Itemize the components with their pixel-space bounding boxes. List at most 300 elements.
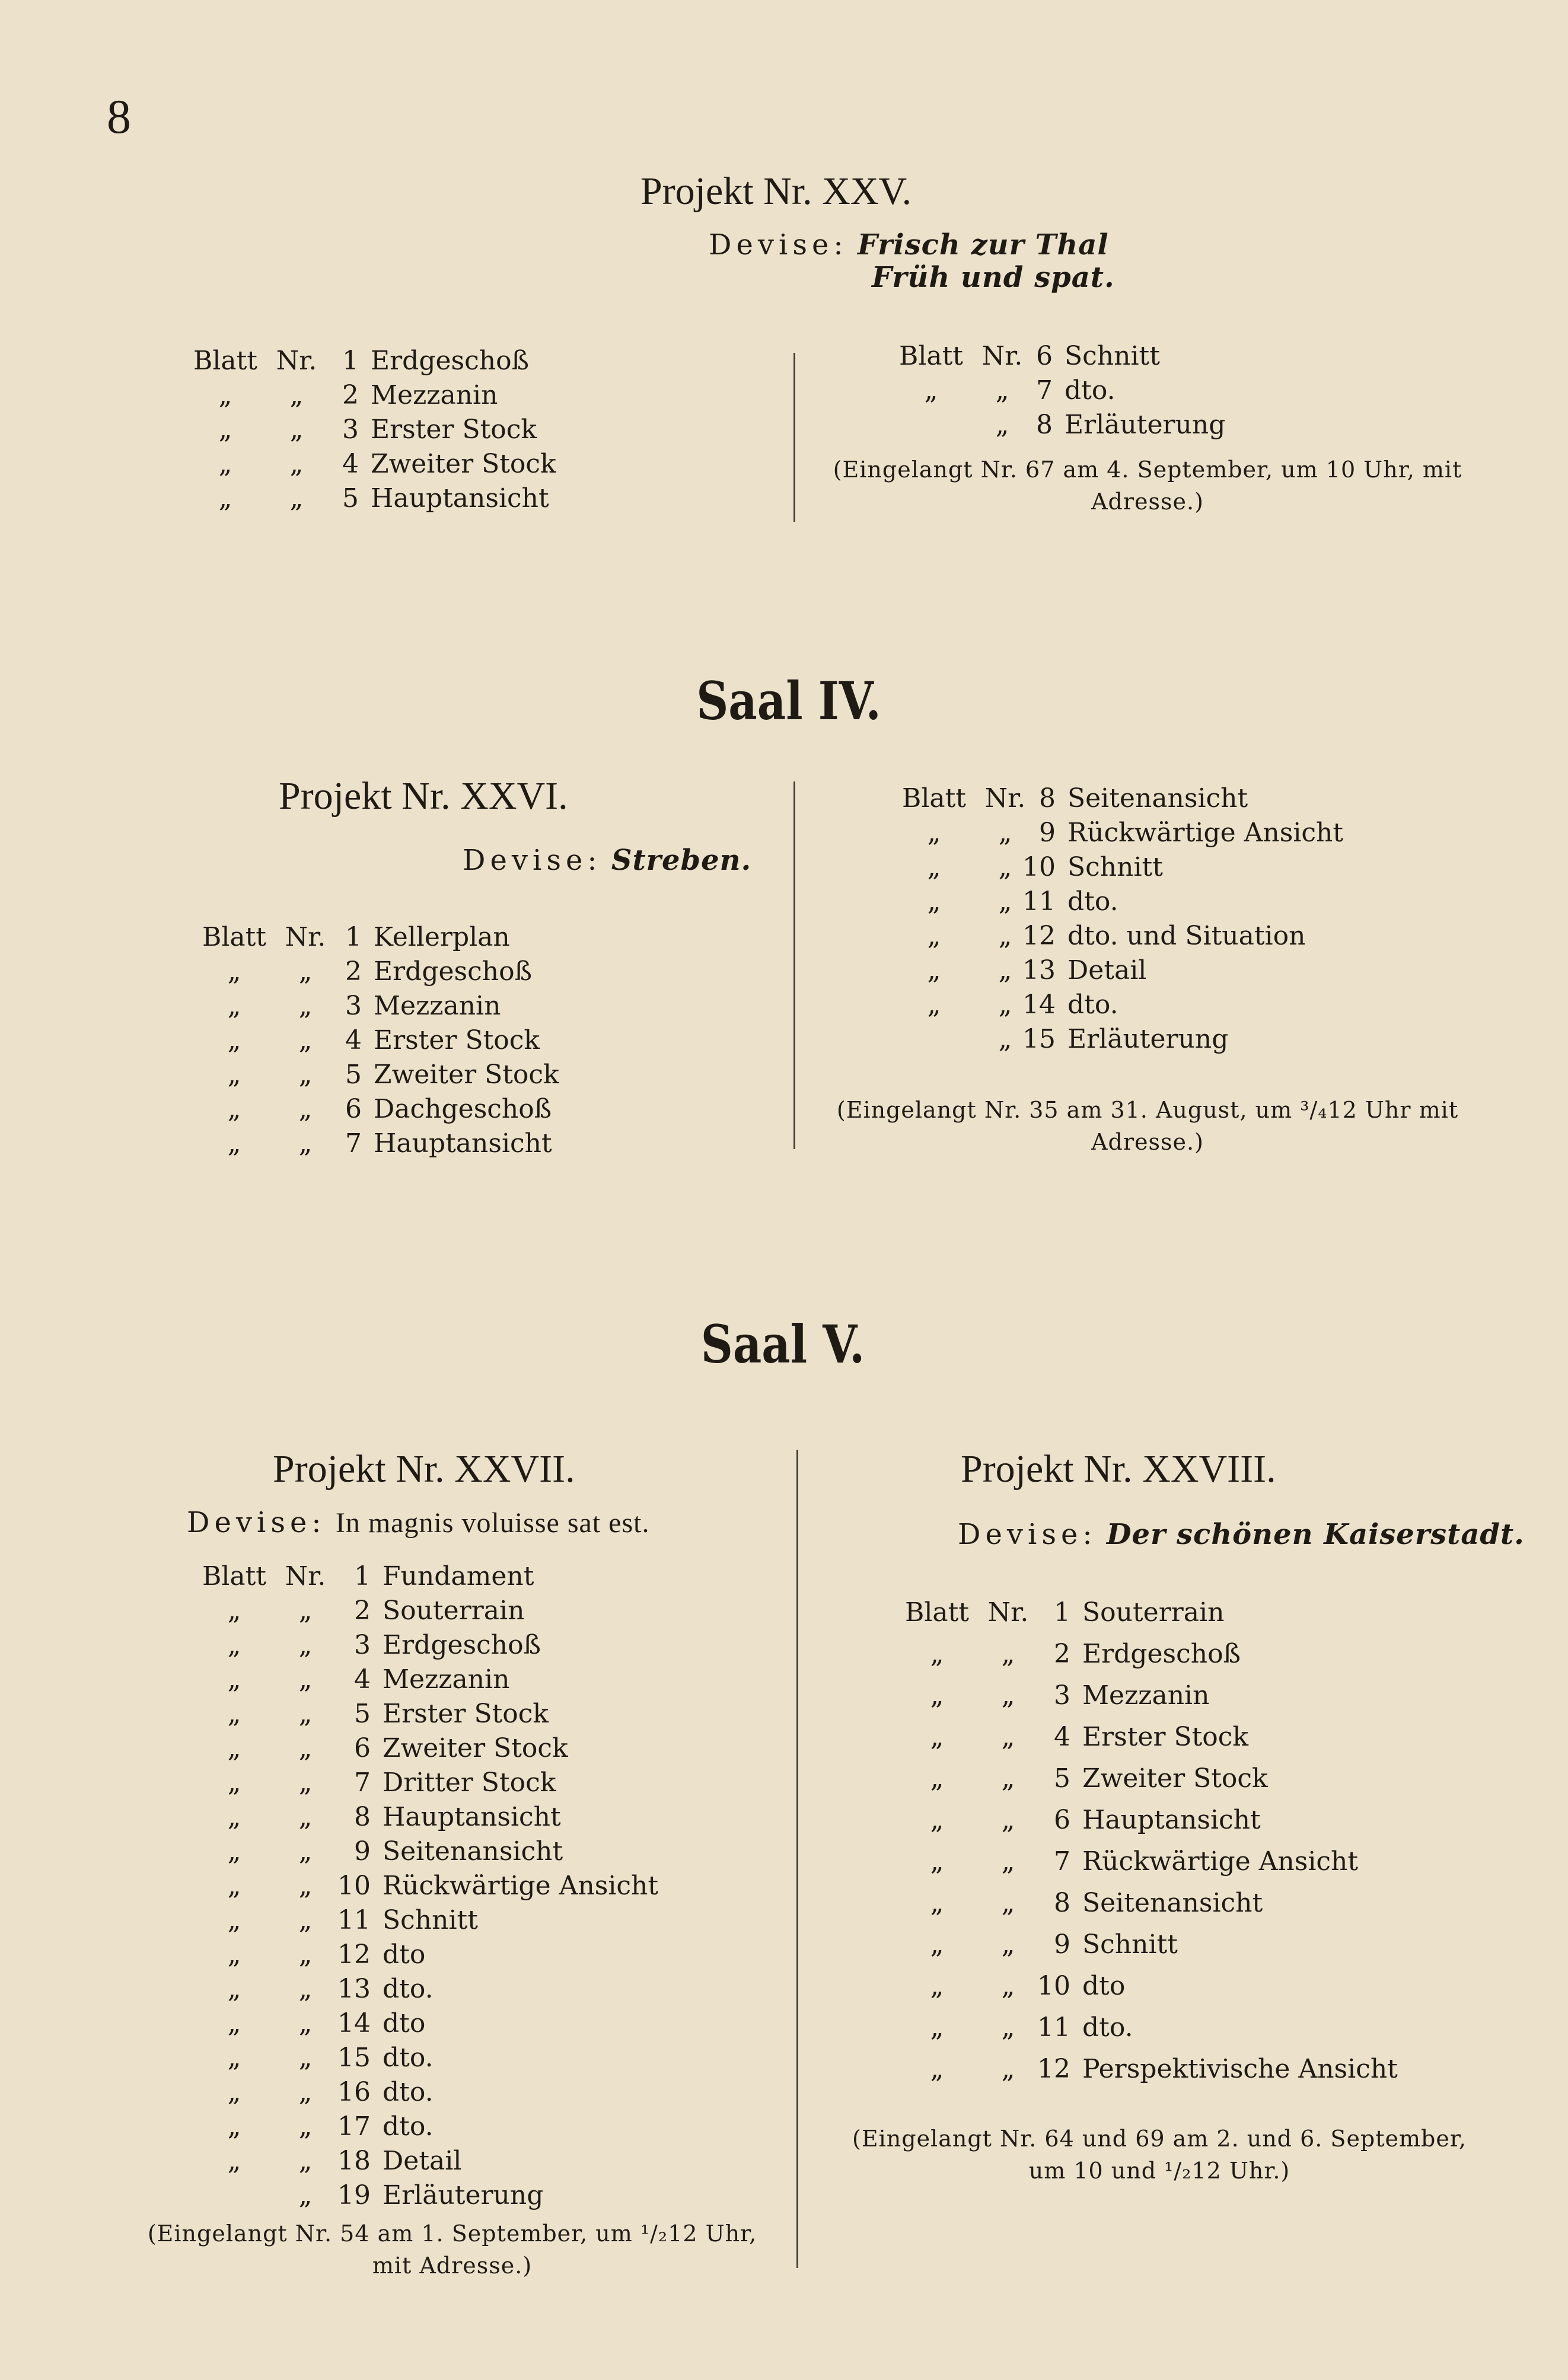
sheet-row bbox=[901, 1675, 1435, 1717]
note-line-2: mit Adresse.) bbox=[372, 2253, 533, 2279]
sheet-row bbox=[190, 413, 617, 447]
project-25-note bbox=[810, 454, 1486, 518]
sheet-row bbox=[190, 344, 617, 378]
sheet-title: Mezzanin bbox=[1082, 1680, 1210, 1711]
sheet-nr-label: Nr. bbox=[987, 1597, 1029, 1628]
sheet-number: 10 bbox=[337, 1871, 371, 1901]
sheet-title: Rückwärtige Ansicht bbox=[383, 1871, 659, 1901]
sheet-word: „ bbox=[218, 449, 232, 479]
sheet-row bbox=[901, 1800, 1435, 1841]
sheet-word: „ bbox=[927, 852, 941, 882]
project-25-title: Projekt Nr. XXV. bbox=[640, 170, 912, 213]
devise-label: Devise: bbox=[463, 844, 602, 877]
sheet-number: 4 bbox=[345, 1025, 362, 1055]
sheet-row bbox=[199, 2178, 703, 2213]
sheet-word: „ bbox=[227, 1836, 241, 1867]
sheet-title: Schnitt bbox=[1082, 1929, 1178, 1960]
sheet-number: 2 bbox=[345, 956, 362, 987]
sheet-nr-label: „ bbox=[998, 1024, 1012, 1054]
sheet-number: 2 bbox=[354, 1596, 371, 1626]
sheet-title: Rückwärtige Ansicht bbox=[1067, 818, 1344, 848]
sheet-word: „ bbox=[930, 1680, 944, 1711]
sheet-number: 15 bbox=[337, 2043, 371, 2073]
sheet-nr-label: „ bbox=[998, 886, 1012, 917]
note-line-2: Adresse.) bbox=[1091, 1129, 1204, 1155]
sheet-number: 11 bbox=[1037, 2012, 1070, 2043]
sheet-row bbox=[199, 1127, 626, 1161]
sheet-title: Erläuterung bbox=[1065, 410, 1226, 440]
note-line-2: um 10 und ¹/₂12 Uhr.) bbox=[1028, 2158, 1290, 2184]
sheet-number: 12 bbox=[1022, 921, 1056, 951]
sheet-nr-label: „ bbox=[1001, 2054, 1015, 2084]
sheet-number: 6 bbox=[345, 1094, 362, 1124]
project-26-sheets-left bbox=[199, 920, 626, 1161]
sheet-nr-label: „ bbox=[1001, 1722, 1015, 1752]
sheet-nr-label: „ bbox=[289, 483, 304, 513]
sheet-number: 9 bbox=[1039, 818, 1056, 848]
sheet-row bbox=[901, 1634, 1435, 1675]
sheet-number: 3 bbox=[354, 1630, 371, 1660]
sheet-row bbox=[199, 1663, 703, 1697]
sheet-title: dto. bbox=[383, 2111, 434, 2142]
sheet-nr-label: „ bbox=[298, 1699, 313, 1729]
sheet-number: 6 bbox=[354, 1733, 371, 1763]
project-26-note bbox=[810, 1094, 1486, 1158]
sheet-word: „ bbox=[227, 1025, 241, 1055]
sheet-word: „ bbox=[227, 2146, 241, 2176]
devise-value: In magnis voluisse sat est. bbox=[335, 1507, 650, 1539]
sheet-nr-label: „ bbox=[298, 1664, 313, 1695]
sheet-row bbox=[898, 781, 1432, 816]
sheet-number: 1 bbox=[1054, 1597, 1070, 1628]
sheet-number: 7 bbox=[1054, 1846, 1070, 1877]
sheet-nr-label: „ bbox=[298, 1939, 313, 1970]
devise-value-line1: Frisch zur Thal bbox=[857, 228, 1109, 261]
sheet-row bbox=[898, 885, 1432, 919]
sheet-nr-label: „ bbox=[995, 375, 1009, 406]
sheet-word: „ bbox=[218, 483, 232, 513]
sheet-word: Blatt bbox=[202, 1561, 266, 1591]
sheet-number: 15 bbox=[1022, 1024, 1056, 1054]
sheet-word: „ bbox=[927, 886, 941, 917]
sheet-nr-label: „ bbox=[298, 1768, 313, 1798]
page-number: 8 bbox=[107, 90, 131, 143]
sheet-nr-label: „ bbox=[298, 1596, 313, 1626]
sheet-title: Dritter Stock bbox=[383, 1768, 556, 1798]
sheet-word: Blatt bbox=[202, 922, 266, 952]
project-28-title: Projekt Nr. XXVIII. bbox=[961, 1447, 1276, 1491]
sheet-title: dto bbox=[383, 1939, 426, 1970]
project-28-note bbox=[821, 2123, 1497, 2187]
sheet-row bbox=[901, 2049, 1435, 2090]
sheet-number: 4 bbox=[354, 1664, 371, 1695]
sheet-number: 6 bbox=[1054, 1805, 1070, 1835]
devise-value: Der schönen Kaiserstadt. bbox=[1106, 1518, 1525, 1551]
project-28-devise bbox=[958, 1518, 1525, 1551]
sheet-title: Kellerplan bbox=[374, 922, 510, 952]
sheet-number: 2 bbox=[342, 380, 359, 410]
project-28-sheets bbox=[901, 1592, 1435, 2090]
sheet-word: „ bbox=[227, 1905, 241, 1935]
sheet-row bbox=[901, 1758, 1435, 1800]
sheet-number: 8 bbox=[1039, 783, 1056, 813]
sheet-word: „ bbox=[227, 1094, 241, 1124]
sheet-nr-label: Nr. bbox=[285, 922, 326, 952]
sheet-number: 3 bbox=[342, 414, 359, 445]
sheet-number: 1 bbox=[345, 922, 362, 952]
sheet-title: Schnitt bbox=[1065, 341, 1160, 371]
sheet-title: Souterrain bbox=[383, 1596, 525, 1626]
sheet-row bbox=[901, 1717, 1435, 1758]
sheet-nr-label: „ bbox=[298, 1025, 313, 1055]
sheet-word: „ bbox=[930, 1722, 944, 1752]
project-27-note bbox=[122, 2218, 783, 2282]
devise-label: Devise: bbox=[709, 228, 848, 261]
sheet-row bbox=[199, 1058, 626, 1092]
project-25-sheets-right bbox=[895, 339, 1311, 442]
note-line-1: (Eingelangt Nr. 54 am 1. September, um ¹/₂12 Uhr, bbox=[147, 2221, 757, 2247]
sheet-word: „ bbox=[218, 380, 232, 410]
sheet-nr-label: „ bbox=[298, 1871, 313, 1901]
sheet-nr-label: „ bbox=[1001, 1929, 1015, 1960]
sheet-title: Erster Stock bbox=[383, 1699, 549, 1729]
sheet-row bbox=[199, 1972, 703, 2006]
sheet-row bbox=[199, 1869, 703, 1903]
sheet-row bbox=[199, 2110, 703, 2144]
sheet-row bbox=[898, 850, 1432, 885]
sheet-number: 19 bbox=[337, 2180, 371, 2210]
sheet-number: 12 bbox=[1037, 2054, 1070, 2084]
sheet-word: „ bbox=[227, 1939, 241, 1970]
sheet-word: „ bbox=[227, 1630, 241, 1660]
sheet-word: „ bbox=[227, 1596, 241, 1626]
sheet-title: dto. bbox=[383, 2077, 434, 2107]
sheet-nr-label: „ bbox=[998, 818, 1012, 848]
sheet-word: Blatt bbox=[901, 783, 966, 813]
sheet-title: dto bbox=[1082, 1971, 1126, 2001]
sheet-row bbox=[898, 816, 1432, 850]
sheet-title: dto. bbox=[1067, 886, 1118, 917]
sheet-nr-label: „ bbox=[298, 1128, 313, 1159]
sheet-word: „ bbox=[930, 1846, 944, 1877]
sheet-title: dto. bbox=[383, 1974, 434, 2004]
sheet-title: Rückwärtige Ansicht bbox=[1082, 1846, 1359, 1877]
sheet-word: „ bbox=[927, 818, 941, 848]
sheet-title: Erster Stock bbox=[371, 414, 537, 445]
sheet-number: 5 bbox=[354, 1699, 371, 1729]
note-line-1: (Eingelangt Nr. 35 am 31. August, um ³/₄12 Uhr mit bbox=[836, 1097, 1459, 1123]
sheet-number: 6 bbox=[1036, 341, 1053, 371]
project-27-sheets bbox=[199, 1559, 703, 2213]
sheet-number: 4 bbox=[1054, 1722, 1070, 1752]
column-divider bbox=[796, 1450, 798, 2268]
sheet-row bbox=[190, 481, 617, 516]
project-26-devise bbox=[463, 844, 751, 877]
sheet-number: 1 bbox=[342, 346, 359, 376]
sheet-word: Blatt bbox=[193, 346, 257, 376]
sheet-number: 13 bbox=[337, 1974, 371, 2004]
sheet-nr-label: „ bbox=[298, 2180, 313, 2210]
sheet-row bbox=[190, 447, 617, 481]
sheet-nr-label: „ bbox=[298, 991, 313, 1021]
sheet-nr-label: „ bbox=[298, 1802, 313, 1832]
sheet-nr-label: „ bbox=[998, 955, 1012, 985]
sheet-row bbox=[901, 1966, 1435, 2007]
saal-5-heading: Saal V. bbox=[700, 1313, 865, 1375]
sheet-row bbox=[199, 1092, 626, 1127]
sheet-title: Mezzanin bbox=[371, 380, 498, 410]
sheet-nr-label: „ bbox=[998, 852, 1012, 882]
sheet-number: 10 bbox=[1037, 1971, 1070, 2001]
sheet-row bbox=[199, 1800, 703, 1835]
sheet-title: dto. bbox=[1065, 375, 1116, 406]
sheet-row bbox=[199, 1594, 703, 1628]
sheet-title: Erläuterung bbox=[383, 2180, 544, 2210]
sheet-row bbox=[895, 374, 1311, 408]
sheet-nr-label: „ bbox=[298, 1094, 313, 1124]
sheet-nr-label: „ bbox=[1001, 1639, 1015, 1669]
sheet-word: „ bbox=[930, 1805, 944, 1835]
sheet-row bbox=[901, 1841, 1435, 1883]
sheet-nr-label: „ bbox=[1001, 1805, 1015, 1835]
devise-value-line2: Früh und spat. bbox=[872, 261, 1115, 294]
sheet-row bbox=[199, 1903, 703, 1938]
sheet-word: „ bbox=[930, 2012, 944, 2043]
sheet-word: „ bbox=[930, 1763, 944, 1794]
project-25-devise-line2 bbox=[872, 261, 1115, 294]
sheet-nr-label: „ bbox=[298, 2008, 313, 2038]
sheet-word: „ bbox=[930, 2054, 944, 2084]
sheet-number: 16 bbox=[337, 2077, 371, 2107]
sheet-title: Erdgeschoß bbox=[374, 956, 532, 987]
sheet-title: Schnitt bbox=[1067, 852, 1163, 882]
sheet-word: „ bbox=[227, 1699, 241, 1729]
devise-label: Devise: bbox=[958, 1518, 1097, 1551]
sheet-row bbox=[199, 1731, 703, 1766]
sheet-row bbox=[901, 1883, 1435, 1924]
sheet-title: Seitenansicht bbox=[1067, 783, 1248, 813]
sheet-number: 12 bbox=[337, 1939, 371, 1970]
sheet-row bbox=[199, 2041, 703, 2075]
sheet-title: Detail bbox=[1067, 955, 1147, 985]
sheet-nr-label: „ bbox=[298, 2043, 313, 2073]
sheet-title: Hauptansicht bbox=[383, 1802, 561, 1832]
sheet-number: 3 bbox=[345, 991, 362, 1021]
sheet-title: Hauptansicht bbox=[374, 1128, 552, 1159]
sheet-number: 11 bbox=[337, 1905, 371, 1935]
project-25-sheets-left bbox=[190, 344, 617, 516]
sheet-row bbox=[199, 1835, 703, 1869]
sheet-word: „ bbox=[227, 2008, 241, 2038]
sheet-nr-label: „ bbox=[1001, 1680, 1015, 1711]
sheet-word: „ bbox=[227, 991, 241, 1021]
sheet-row bbox=[199, 2144, 703, 2178]
sheet-nr-label: „ bbox=[289, 414, 304, 445]
sheet-nr-label: Nr. bbox=[285, 1561, 326, 1591]
project-27-title: Projekt Nr. XXVII. bbox=[273, 1447, 575, 1491]
saal-4-heading: Saal IV. bbox=[696, 670, 881, 732]
sheet-number: 8 bbox=[1054, 1888, 1070, 1918]
sheet-number: 9 bbox=[1054, 1929, 1070, 1960]
sheet-nr-label: „ bbox=[1001, 2012, 1015, 2043]
sheet-word: „ bbox=[227, 1733, 241, 1763]
sheet-number: 8 bbox=[354, 1802, 371, 1832]
sheet-word: „ bbox=[227, 1128, 241, 1159]
devise-value: Streben. bbox=[611, 844, 752, 877]
sheet-number: 14 bbox=[1022, 990, 1056, 1020]
sheet-title: Hauptansicht bbox=[1082, 1805, 1261, 1835]
sheet-number: 2 bbox=[1054, 1639, 1070, 1669]
sheet-title: Schnitt bbox=[383, 1905, 478, 1935]
sheet-row bbox=[199, 989, 626, 1023]
sheet-title: dto bbox=[383, 2008, 426, 2038]
sheet-title: Detail bbox=[383, 2146, 462, 2176]
sheet-nr-label: „ bbox=[1001, 1763, 1015, 1794]
sheet-title: Seitenansicht bbox=[383, 1836, 563, 1867]
sheet-row bbox=[199, 1697, 703, 1731]
sheet-nr-label: „ bbox=[298, 1905, 313, 1935]
sheet-number: 13 bbox=[1022, 955, 1056, 985]
sheet-title: dto. bbox=[1067, 990, 1118, 1020]
sheet-title: Zweiter Stock bbox=[1082, 1763, 1268, 1794]
sheet-word: „ bbox=[930, 1929, 944, 1960]
sheet-title: Hauptansicht bbox=[371, 483, 549, 513]
sheet-word: „ bbox=[227, 2043, 241, 2073]
column-divider bbox=[793, 353, 795, 522]
note-line-2: Adresse.) bbox=[1091, 489, 1204, 515]
sheet-nr-label: Nr. bbox=[276, 346, 317, 376]
sheet-row bbox=[895, 339, 1311, 374]
sheet-title: Erster Stock bbox=[374, 1025, 540, 1055]
sheet-row bbox=[898, 953, 1432, 988]
sheet-nr-label: „ bbox=[998, 990, 1012, 1020]
sheet-word: „ bbox=[227, 1664, 241, 1695]
sheet-nr-label: „ bbox=[298, 2077, 313, 2107]
sheet-number: 4 bbox=[342, 449, 359, 479]
project-26-sheets-right bbox=[898, 781, 1432, 1057]
sheet-title: Erdgeschoß bbox=[383, 1630, 541, 1660]
sheet-row bbox=[898, 1022, 1432, 1057]
sheet-nr-label: „ bbox=[1001, 1888, 1015, 1918]
sheet-nr-label: „ bbox=[298, 2146, 313, 2176]
sheet-word: „ bbox=[927, 955, 941, 985]
sheet-number: 7 bbox=[345, 1128, 362, 1159]
sheet-nr-label: „ bbox=[1001, 1846, 1015, 1877]
devise-label: Devise: bbox=[187, 1506, 326, 1539]
sheet-title: dto. bbox=[383, 2043, 434, 2073]
sheet-word: „ bbox=[227, 1060, 241, 1090]
sheet-title: Erster Stock bbox=[1082, 1722, 1249, 1752]
sheet-row bbox=[190, 378, 617, 413]
sheet-number: 7 bbox=[354, 1768, 371, 1798]
sheet-number: 9 bbox=[354, 1836, 371, 1867]
sheet-number: 11 bbox=[1022, 886, 1056, 917]
sheet-number: 10 bbox=[1022, 852, 1056, 882]
sheet-word: „ bbox=[927, 921, 941, 951]
sheet-title: Zweiter Stock bbox=[374, 1060, 559, 1090]
sheet-word: „ bbox=[227, 1974, 241, 2004]
sheet-nr-label: „ bbox=[1001, 1971, 1015, 2001]
sheet-title: Fundament bbox=[383, 1561, 534, 1591]
sheet-number: 5 bbox=[1054, 1763, 1070, 1794]
sheet-row bbox=[898, 919, 1432, 953]
sheet-title: Dachgeschoß bbox=[374, 1094, 552, 1124]
sheet-word: „ bbox=[927, 990, 941, 1020]
sheet-nr-label: „ bbox=[298, 1836, 313, 1867]
sheet-number: 7 bbox=[1036, 375, 1053, 406]
sheet-row bbox=[199, 1559, 703, 1594]
column-divider bbox=[793, 781, 795, 1149]
sheet-row bbox=[199, 2006, 703, 2041]
sheet-title: Erdgeschoß bbox=[371, 346, 529, 376]
sheet-row bbox=[901, 2007, 1435, 2049]
sheet-nr-label: „ bbox=[995, 410, 1009, 440]
sheet-nr-label: Nr. bbox=[984, 783, 1026, 813]
sheet-row bbox=[901, 1924, 1435, 1966]
project-27-devise bbox=[187, 1506, 649, 1539]
sheet-nr-label: „ bbox=[298, 1974, 313, 2004]
sheet-nr-label: „ bbox=[998, 921, 1012, 951]
sheet-title: dto. und Situation bbox=[1067, 921, 1306, 951]
sheet-nr-label: „ bbox=[298, 956, 313, 987]
note-line-1: (Eingelangt Nr. 64 und 69 am 2. und 6. September, bbox=[852, 2126, 1467, 2152]
sheet-number: 18 bbox=[337, 2146, 371, 2176]
sheet-nr-label: „ bbox=[298, 1060, 313, 1090]
project-26-title: Projekt Nr. XXVI. bbox=[279, 774, 568, 818]
sheet-number: 3 bbox=[1054, 1680, 1070, 1711]
sheet-word: „ bbox=[218, 414, 232, 445]
sheet-word: „ bbox=[227, 1871, 241, 1901]
sheet-word: Blatt bbox=[898, 341, 963, 371]
sheet-word: „ bbox=[227, 956, 241, 987]
sheet-title: Erläuterung bbox=[1067, 1024, 1229, 1054]
sheet-title: Zweiter Stock bbox=[371, 449, 556, 479]
sheet-row bbox=[199, 1766, 703, 1800]
sheet-row bbox=[199, 1938, 703, 1972]
sheet-number: 17 bbox=[337, 2111, 371, 2142]
sheet-title: Erdgeschoß bbox=[1082, 1639, 1241, 1669]
sheet-row bbox=[895, 408, 1311, 442]
sheet-title: Mezzanin bbox=[383, 1664, 510, 1695]
sheet-number: 5 bbox=[342, 483, 359, 513]
sheet-word: Blatt bbox=[904, 1597, 969, 1628]
sheet-word: „ bbox=[227, 2077, 241, 2107]
sheet-word: „ bbox=[227, 2111, 241, 2142]
sheet-row bbox=[199, 1023, 626, 1058]
sheet-row bbox=[199, 955, 626, 989]
sheet-word: „ bbox=[924, 375, 938, 406]
sheet-row bbox=[199, 920, 626, 955]
sheet-row bbox=[901, 1592, 1435, 1634]
note-line-1: (Eingelangt Nr. 67 am 4. September, um 10 Uhr, mit bbox=[833, 457, 1462, 483]
sheet-word: „ bbox=[227, 1802, 241, 1832]
sheet-title: Souterrain bbox=[1082, 1597, 1225, 1628]
sheet-number: 5 bbox=[345, 1060, 362, 1090]
sheet-row bbox=[199, 2075, 703, 2110]
sheet-word: „ bbox=[930, 1639, 944, 1669]
sheet-title: Zweiter Stock bbox=[383, 1733, 568, 1763]
sheet-nr-label: „ bbox=[298, 2111, 313, 2142]
sheet-row bbox=[898, 988, 1432, 1022]
sheet-title: dto. bbox=[1082, 2012, 1133, 2043]
sheet-word: „ bbox=[930, 1971, 944, 2001]
sheet-number: 14 bbox=[337, 2008, 371, 2038]
sheet-nr-label: „ bbox=[289, 380, 304, 410]
sheet-word: „ bbox=[227, 1768, 241, 1798]
sheet-word: „ bbox=[930, 1888, 944, 1918]
sheet-title: Perspektivische Ansicht bbox=[1082, 2054, 1398, 2084]
project-25-devise bbox=[709, 228, 1109, 261]
